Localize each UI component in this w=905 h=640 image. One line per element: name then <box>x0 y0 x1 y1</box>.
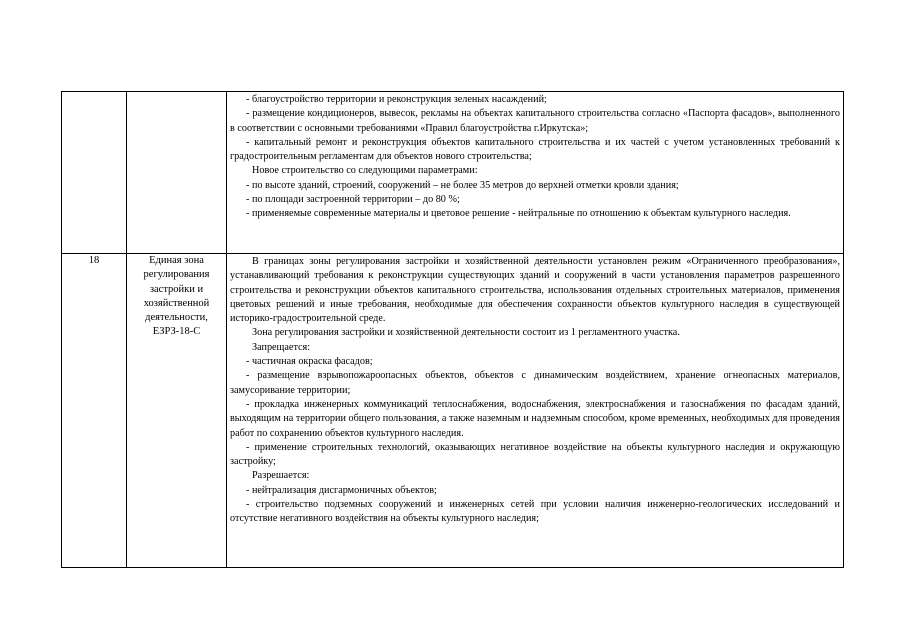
table-row <box>62 254 844 568</box>
paragraph: - применение строительных технологий, оказывающих негативное воздействие на объекты культурного наследия и окружающую застройку; <box>230 441 840 468</box>
row-number-cell <box>62 92 127 254</box>
paragraph: - прокладка инженерных коммуникаций теплоснабжения, водоснабжения, электроснабжения и газоснабжения по фасадам зданий, выходящим на территории общего пользования, а также наземным и надземным способом, кроме временных, необходимых для проведения работ по сохранению объектов культурного наследия. <box>230 398 840 439</box>
row-number-cell: 18 <box>62 254 127 568</box>
paragraph: - строительство подземных сооружений и инженерных сетей при условии наличия инженерно-геологических исследований и отсутствие негативного воздействия на объекты культурного наследия; <box>230 499 840 525</box>
requirements-cell <box>227 254 844 568</box>
paragraph: - капитальный ремонт и реконструкция объектов капитального строительства и их частей с учетом установленных требований к градостроительным регламентам для объектов нового строительства; <box>230 136 840 163</box>
paragraph: Зона регулирования застройки и хозяйственной деятельности состоит из 1 регламентного участка. <box>252 327 680 339</box>
paragraph: - благоустройство территории и реконструкция зеленых насаждений; <box>246 94 547 105</box>
paragraph: Новое строительство со следующими параметрами: <box>252 165 478 177</box>
paragraph: - по высоте зданий, строений, сооружений – не более 35 метров до верхней отметки кровли здания; <box>246 179 679 191</box>
paragraph: - нейтрализация дисгармоничных объектов; <box>246 484 437 496</box>
table-row <box>62 92 844 254</box>
regulation-table <box>61 91 844 568</box>
zone-name-cell <box>127 92 227 254</box>
paragraph: Запрещается: <box>252 341 311 353</box>
paragraph: - частичная окраска фасадов; <box>246 356 373 368</box>
zone-name-cell: Единая зона регулирования застройки и хозяйственной деятельности, ЕЗРЗ-18-С <box>127 254 227 568</box>
paragraph: В границах зоны регулирования застройки и хозяйственной деятельности установлен режим «Ограниченного преобразования», устанавливающий требования к реконструкции существующих зданий и сооружений в части установления параметров разрешенного строительства и реконструкции объектов капитального строительства, использования отдельных строительных материалов, применения цветовых решений и иные требования, необходимые для обеспечения сохранности объектов культурного наследия в существующей историко-градостроительной среде. <box>230 256 840 325</box>
paragraph: - размещение кондиционеров, вывесок, рекламы на объектах капитального строительства согласно «Паспорта фасадов», выполненного в соответствии с основными требованиями «Правил благоустройства г.Иркутска»; <box>230 108 840 134</box>
paragraph: - размещение взрывопожароопасных объектов, объектов с динамическим воздействием, хранение огнеопасных материалов, замусоривание территории; <box>230 370 840 396</box>
paragraph: Разрешается: <box>252 470 310 482</box>
paragraph: - по площади застроенной территории – до 80 %; <box>246 194 460 206</box>
paragraph: - применяемые современные материалы и цветовое решение - нейтральные по отношению к объектам культурного наследия. <box>246 208 791 220</box>
requirements-cell <box>227 92 844 254</box>
